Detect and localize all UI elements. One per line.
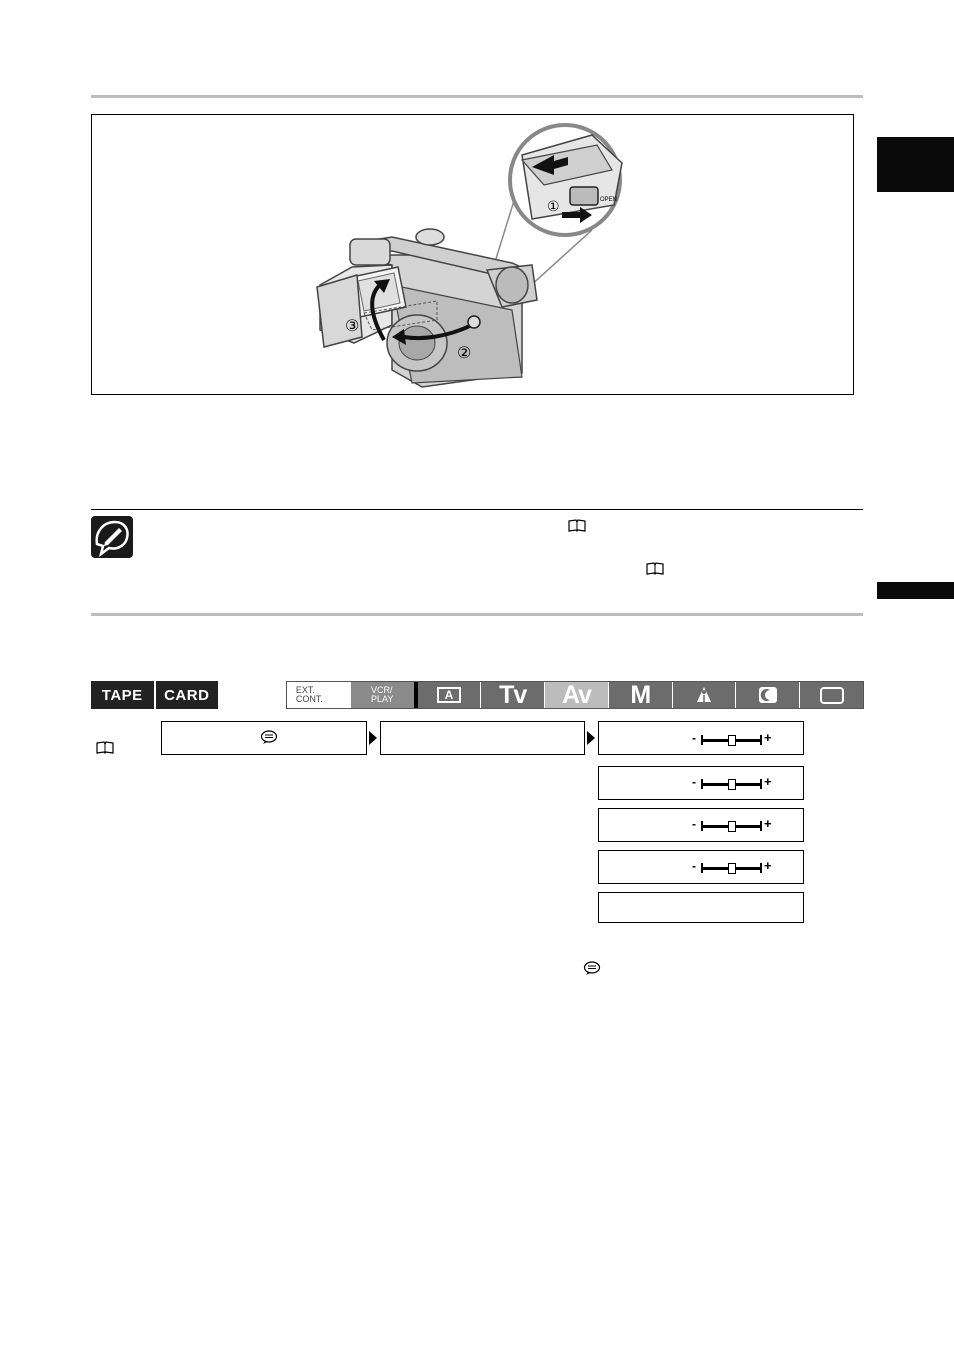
mode-dial-strip [286, 681, 864, 709]
slider-thumb[interactable] [728, 735, 736, 746]
callout-2: ② [457, 343, 472, 362]
mode-night [736, 682, 800, 708]
vcr-line2: PLAY [370, 694, 394, 704]
moon-icon [758, 686, 778, 704]
pencil-note-icon [91, 516, 133, 558]
section-rule-top [91, 95, 863, 98]
camcorder-drawing [92, 115, 855, 396]
ext-line2: CONT. [295, 694, 323, 704]
media-badges [91, 681, 218, 709]
setting-row-4[interactable] [598, 850, 804, 884]
mode-tv [481, 682, 545, 708]
level-slider[interactable] [692, 730, 774, 746]
tv-mode-label: Tv [499, 680, 527, 709]
spotlight-icon [695, 686, 713, 704]
level-slider[interactable] [692, 858, 774, 874]
subchapter-tab [877, 582, 954, 599]
setting-row-1[interactable] [598, 721, 804, 755]
slider-plus: + [764, 730, 772, 745]
slider-minus: - [692, 731, 696, 745]
open-label: OPEN [600, 197, 618, 203]
note-rule [91, 509, 863, 510]
mode-vcr-play [351, 682, 418, 708]
setting-row-2[interactable] [598, 766, 804, 800]
level-slider[interactable] [692, 816, 774, 832]
chapter-tab [877, 137, 954, 192]
setting-row-5[interactable] [598, 892, 804, 923]
slider-plus: + [764, 858, 772, 873]
speech-bubble-menu-icon [260, 730, 278, 745]
mode-spotlight [673, 682, 737, 708]
book-reference-icon [646, 562, 664, 575]
menu-button-box[interactable] [161, 721, 367, 755]
book-reference-icon [96, 741, 114, 754]
mode-m [609, 682, 673, 708]
vcr-line1: VCR/ [370, 685, 393, 695]
flow-arrow [369, 731, 377, 745]
slider-minus: - [692, 817, 696, 831]
slider-plus: + [764, 816, 772, 831]
setting-row-3[interactable] [598, 808, 804, 842]
slider-plus: + [764, 774, 772, 789]
menu-submenu-box[interactable] [380, 721, 585, 755]
mode-auto [418, 682, 482, 708]
slider-minus: - [692, 859, 696, 873]
auto-mode-label: A [437, 687, 461, 703]
mode-av [545, 682, 609, 708]
mode-custom [800, 682, 863, 708]
ext-line1: EXT. [295, 685, 315, 695]
av-mode-label: Av [562, 680, 592, 709]
callout-3: ③ [345, 316, 360, 335]
book-reference-icon [568, 519, 586, 532]
level-slider[interactable] [692, 774, 774, 790]
camcorder-illustration [91, 114, 854, 395]
blank-frame-icon [820, 687, 844, 704]
tape-badge: TAPE [101, 686, 143, 704]
flow-arrow [587, 731, 595, 745]
slider-thumb[interactable] [728, 821, 736, 832]
slider-minus: - [692, 775, 696, 789]
m-mode-label: M [630, 680, 651, 709]
callout-1: ① [547, 199, 560, 215]
section-rule-middle [91, 613, 863, 616]
slider-thumb[interactable] [728, 779, 736, 790]
slider-thumb[interactable] [728, 863, 736, 874]
mode-ext-cont [287, 682, 351, 708]
card-badge: CARD [154, 681, 219, 709]
speech-bubble-menu-icon [583, 961, 601, 976]
